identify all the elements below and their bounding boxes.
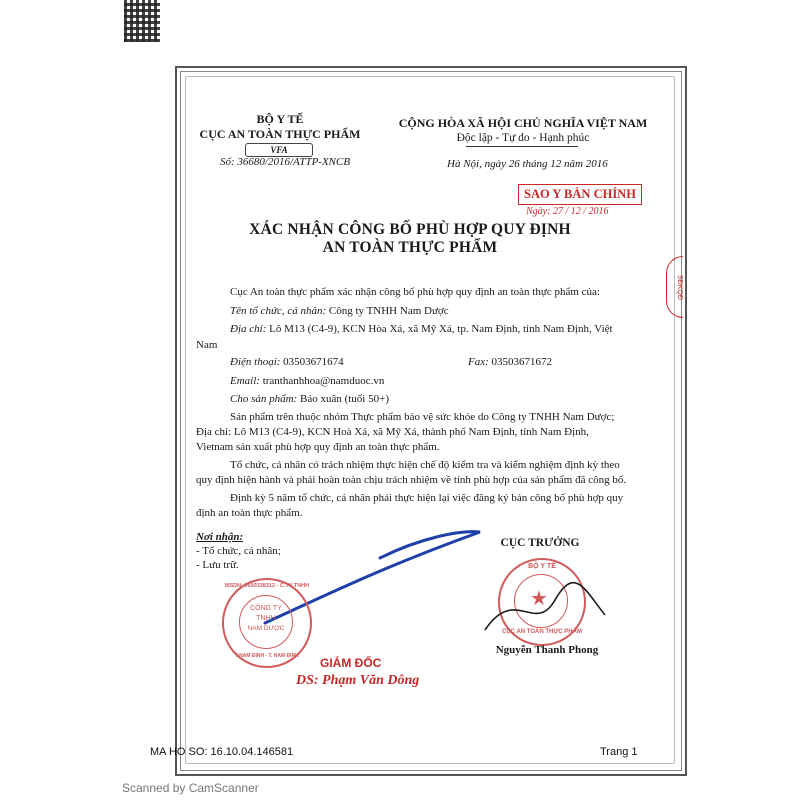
director-title: GIÁM ĐỐC [320, 656, 382, 670]
page-number: Trang 1 [600, 746, 638, 758]
vfa-logo: VFA [245, 143, 313, 157]
director-signature [475, 575, 615, 645]
fax-label: Fax: [468, 356, 489, 368]
record-number: MA HO SO: 16.10.04.146581 [150, 746, 294, 758]
recipient-item-2: - Lưu trữ. [196, 559, 239, 571]
document-title: XÁC NHẬN CÔNG BỐ PHÙ HỢP QUY ĐỊNH [249, 221, 571, 238]
document-subtitle: AN TOÀN THỰC PHẨM [322, 239, 498, 256]
issue-date: Hà Nội, ngày 26 tháng 12 năm 2016 [447, 158, 608, 170]
email-value: tranthanhhoa@namduoc.vn [262, 375, 385, 387]
scanner-watermark: Scanned by CamScanner [122, 781, 259, 795]
org-line [230, 304, 660, 319]
intro-text: Cục An toàn thực phẩm xác nhận công bố phù hợp quy định an toàn thực phẩm của: [230, 286, 600, 298]
qr-code [124, 0, 160, 42]
side-stamp: SĐKQĐ [666, 256, 683, 318]
address-value: Lô M13 (C4-9), KCN Hòa Xá, xã Mỹ Xá, tp. Nam Định, tỉnh Nam Định, Việt [269, 323, 613, 335]
company-seal-bottom-text: T.NAM ĐỊNH - T. NAM ĐỊNH [235, 653, 299, 659]
phone-label: Điện thoại: [230, 356, 281, 368]
national-motto: Độc lập - Tự do - Hạnh phúc [456, 132, 590, 144]
fax-value: 03503671672 [491, 356, 553, 368]
company-seal [222, 578, 312, 668]
certified-copy-stamp: SAO Y BẢN CHÍNH [518, 184, 642, 205]
paragraph-1-line-3: Vietnam sản xuất phù hợp quy định an toàn thực phẩm. [196, 441, 440, 453]
department-name: CỤC AN TOÀN THỰC PHẨM [199, 127, 361, 141]
certified-copy-date: Ngày: 27 / 12 / 2016 [526, 206, 609, 217]
company-seal-line-3: NAM DƯỢC [247, 625, 285, 632]
ministry-name: BỘ Y TẾ [256, 112, 304, 126]
address-line [230, 322, 670, 337]
address-label: Địa chỉ: [230, 323, 267, 335]
country-name: CỘNG HÒA XÃ HỘI CHỦ NGHĨA VIỆT NAM [398, 116, 648, 130]
recipient-item-1: - Tổ chức, cá nhân; [196, 545, 281, 557]
star-icon: ★ [530, 588, 548, 610]
company-seal-line-1: CÔNG TY [250, 605, 282, 612]
product-value: Bảo xuân (tuổi 50+) [299, 393, 389, 405]
company-seal-ring-text: MSDN: 0600338312 - C.TY TNHH [224, 583, 310, 589]
paragraph-3-line-1: Định kỳ 5 năm tổ chức, cá nhân phải thực hiện lại việc đăng ký bản công bố phù hợp quy [230, 492, 624, 504]
company-seal-line-2: TNHH [256, 615, 276, 622]
product-label: Cho sản phẩm: [230, 393, 298, 405]
fax-line [468, 355, 648, 370]
paragraph-2-line-1: Tổ chức, cá nhân có trách nhiệm thực hiện chế độ kiểm tra và kiểm nghiệm định kỳ theo [230, 459, 620, 471]
product-line [230, 392, 530, 407]
director-name: DS: Phạm Văn Dông [296, 673, 420, 688]
seal-top-text: BỘ Y TẾ [528, 563, 556, 570]
email-line [230, 374, 530, 389]
seal-bottom-text: CỤC AN TOÀN THỰC PHẨM [502, 629, 582, 635]
paragraph-2-line-2: quy định hiện hành và phải hoàn toàn chịu trách nhiệm về tính phù hợp của sản phẩm đã công bố. [196, 474, 627, 486]
phone-line [230, 355, 430, 370]
address-continued: Nam [196, 339, 218, 351]
motto-underline [466, 146, 578, 147]
org-value: Công ty TNHH Nam Dược [328, 305, 449, 317]
paragraph-3-line-2: định an toàn thực phẩm. [196, 507, 303, 519]
org-label: Tên tổ chức, cá nhân: [230, 305, 327, 317]
recipients-heading: Nơi nhận: [196, 531, 244, 543]
paragraph-1-line-2: Địa chỉ: Lô M13 (C4-9), KCN Hoà Xá, xã Mỹ Xá, thành phố Nam Định, tỉnh Nam Định, [196, 426, 589, 438]
signatory-role: CỤC TRƯỞNG [500, 537, 580, 549]
email-label: Email: [230, 375, 260, 387]
paragraph-1-line-1: Sản phẩm trên thuộc nhóm Thực phẩm bảo vệ sức khỏe do Công ty TNHH Nam Dược; [230, 411, 615, 423]
signatory-name: Nguyễn Thanh Phong [495, 644, 599, 656]
document-number: Số: 36680/2016/ATTP-XNCB [220, 156, 351, 168]
phone-value: 03503671674 [283, 356, 344, 368]
